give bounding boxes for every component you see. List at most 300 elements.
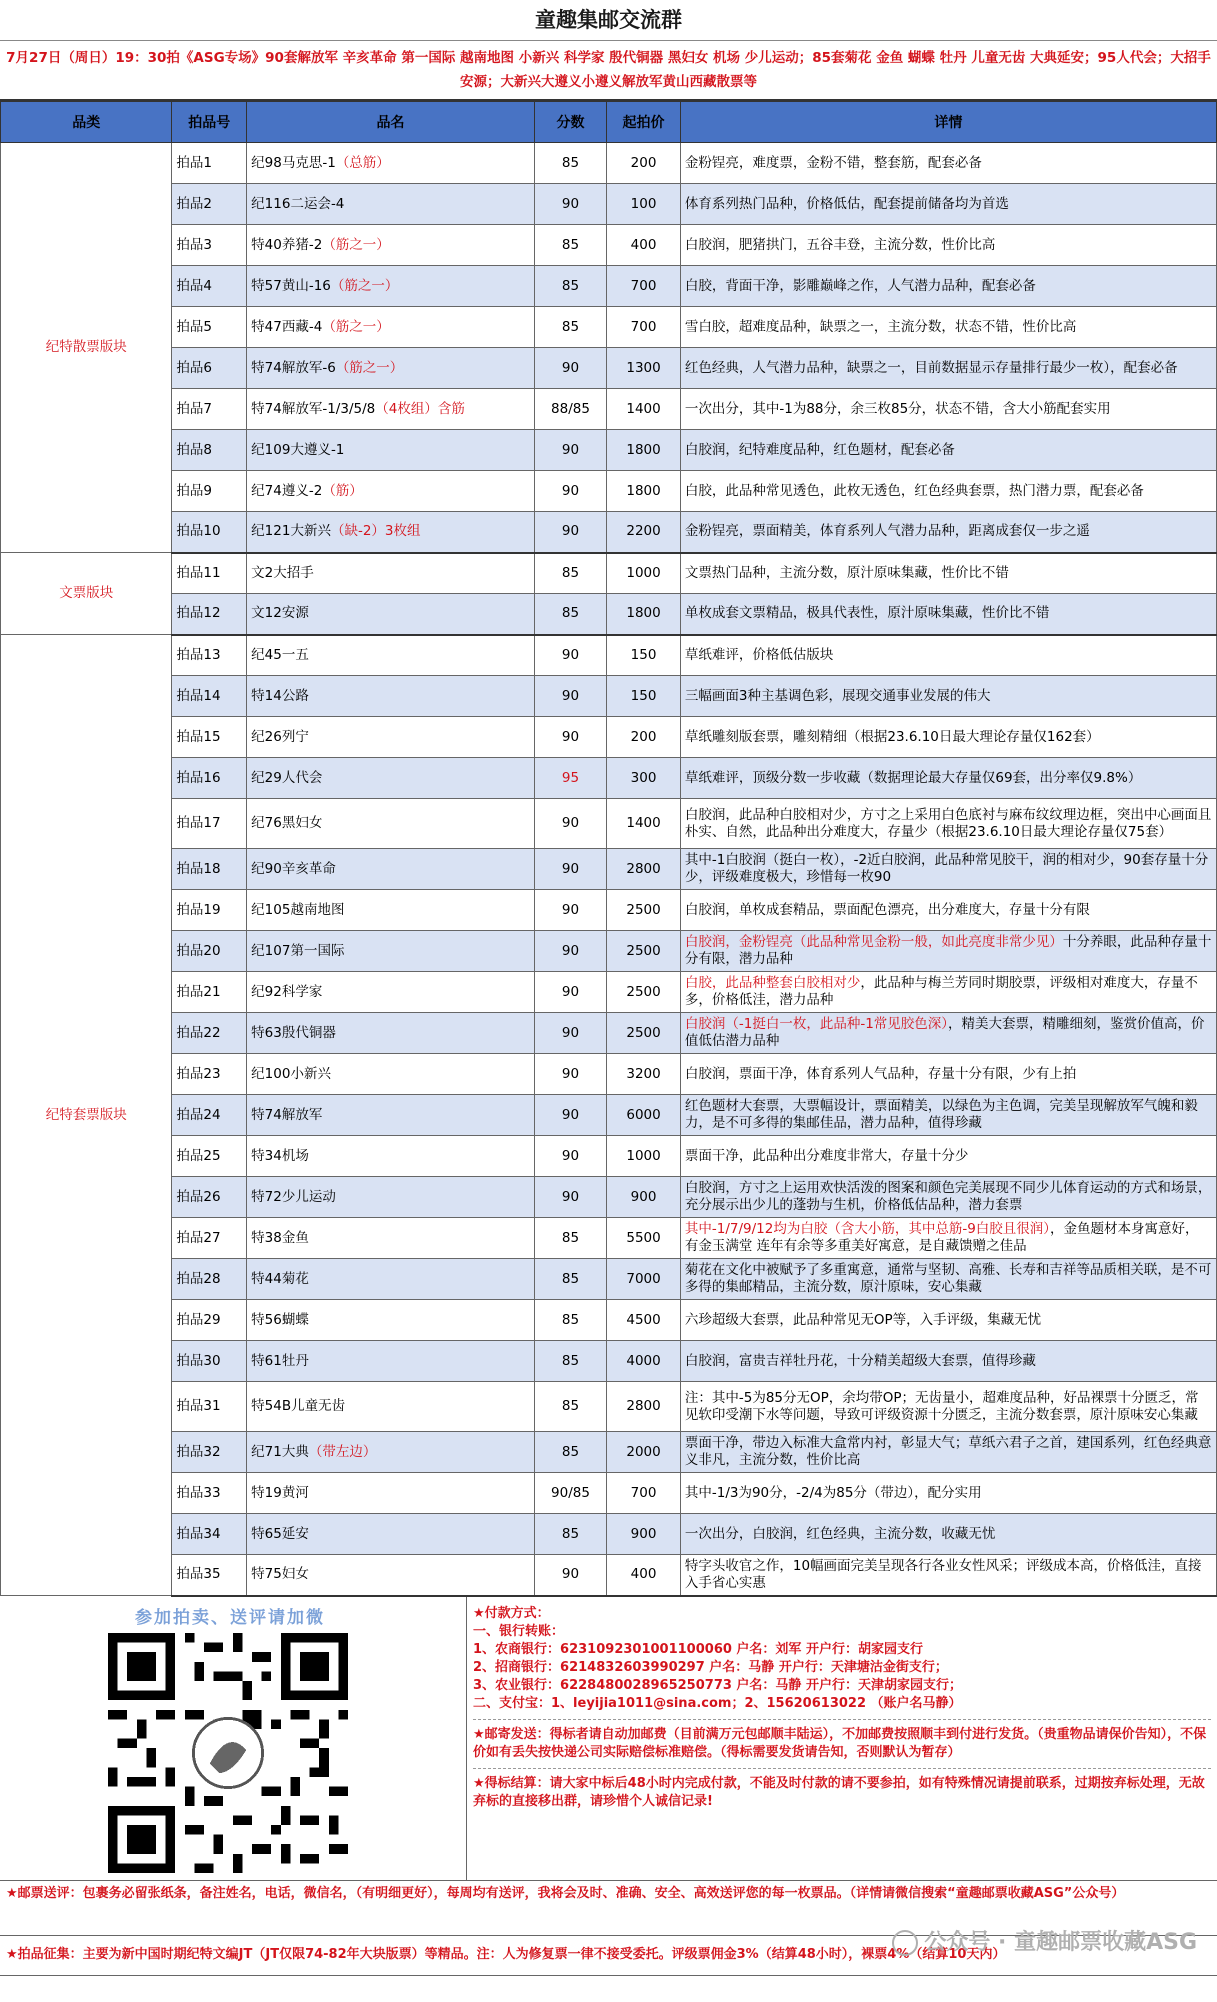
starting-price: 900 bbox=[607, 1514, 681, 1555]
stamp-name bbox=[247, 1054, 535, 1095]
wechat-qr-code[interactable] bbox=[108, 1633, 348, 1873]
header-detail: 详情 bbox=[680, 102, 1216, 143]
lot-number: 拍品8 bbox=[172, 430, 247, 471]
detail-text: 草纸雕刻版套票，雕刻精细（根据23.6.10日最大理论存量仅162套） bbox=[684, 728, 1100, 745]
header-name: 品名 bbox=[247, 102, 535, 143]
starting-price: 2800 bbox=[607, 1382, 681, 1432]
detail-highlight: 其中-1/7/9/12均为白胶（含大小筋，其中总筋-9白胶且很润） bbox=[684, 1221, 1051, 1237]
stamp-name-text: 特47西藏-4 bbox=[251, 318, 323, 335]
detail-text: 白胶润，方寸之上运用欢快活泼的图案和颜色完美展现不同少儿体育运动的方式和场景，充分展示出少儿的蓬勃与生机，价格低估品种，潜力套票 bbox=[684, 1180, 1212, 1213]
detail-text: 雪白胶，超难度品种，缺票之一，主流分数，状态不错，性价比高 bbox=[684, 318, 1077, 335]
stamp-name bbox=[247, 1095, 535, 1136]
stamp-name-text: 文2大招手 bbox=[251, 564, 314, 581]
lot-number: 拍品12 bbox=[172, 594, 247, 635]
stamp-name bbox=[247, 717, 535, 758]
grade-score: 90 bbox=[534, 1013, 606, 1054]
detail-text: 菊花在文化中被赋予了多重寓意，通常与坚韧、高雅、长寿和吉祥等品质相关联，是不可多得的集邮精品，主流分数，原汁原味，安心集藏 bbox=[684, 1262, 1212, 1295]
bank-account-2: 2、招商银行：6214832603990297 户名：马静 开户行：天津塘沽金街支行； bbox=[473, 1659, 948, 1675]
grade-score: 90 bbox=[534, 717, 606, 758]
lot-number: 拍品27 bbox=[172, 1218, 247, 1259]
item-detail bbox=[680, 1300, 1216, 1341]
stamp-name-text: 纪92科学家 bbox=[251, 983, 323, 1000]
table-row bbox=[1, 389, 1217, 430]
item-detail bbox=[680, 594, 1216, 635]
lot-number: 拍品2 bbox=[172, 184, 247, 225]
stamp-name bbox=[247, 931, 535, 972]
starting-price: 6000 bbox=[607, 1095, 681, 1136]
stamp-name-text: 纪100小新兴 bbox=[251, 1065, 331, 1082]
table-row bbox=[1, 1218, 1217, 1259]
item-detail bbox=[680, 635, 1216, 676]
stamp-name-text: 文12安源 bbox=[251, 605, 309, 622]
lot-number: 拍品29 bbox=[172, 1300, 247, 1341]
stamp-name-note: （缺-2）3枚组 bbox=[330, 523, 421, 540]
lot-number: 拍品32 bbox=[172, 1432, 247, 1473]
table-row bbox=[1, 1382, 1217, 1432]
stamp-name-text: 纪105越南地图 bbox=[251, 901, 345, 918]
table-row bbox=[1, 1095, 1217, 1136]
table-row bbox=[1, 972, 1217, 1013]
table-row bbox=[1, 849, 1217, 890]
stamp-name bbox=[247, 1555, 535, 1596]
shipping-info: ★邮寄发送：得标者请自动加邮费（目前满万元包邮顺丰陆运），不加邮费按照顺丰到付进行发货。（贵重物品请保价告知），不保价如有丢失按快递公司实际赔偿标准赔偿。（得标需要发货请告知，否则默认为暂存） bbox=[473, 1726, 1207, 1760]
lot-number: 拍品3 bbox=[172, 225, 247, 266]
grade-score: 85 bbox=[534, 266, 606, 307]
lot-number: 拍品18 bbox=[172, 849, 247, 890]
category-cell: 纪特散票版块 bbox=[1, 143, 172, 553]
stamp-name-text: 特19黄河 bbox=[251, 1484, 309, 1501]
detail-highlight: 白胶润，金粉锃亮（此品种常见金粉一般，如此亮度非常少见） bbox=[684, 934, 1063, 950]
table-header-row bbox=[1, 102, 1217, 143]
lot-number: 拍品20 bbox=[172, 931, 247, 972]
starting-price: 1400 bbox=[607, 799, 681, 849]
stamp-name-note: （4枚组）含筋 bbox=[375, 400, 465, 417]
starting-price: 900 bbox=[607, 1177, 681, 1218]
detail-text: 其中-1/3为90分，-2/4为85分（带边），配分实用 bbox=[684, 1484, 982, 1501]
table-row bbox=[1, 1259, 1217, 1300]
header-price: 起拍价 bbox=[607, 102, 681, 143]
item-detail bbox=[680, 1177, 1216, 1218]
stamp-name bbox=[247, 143, 535, 184]
starting-price: 1000 bbox=[607, 553, 681, 594]
lot-number: 拍品26 bbox=[172, 1177, 247, 1218]
grade-score: 88/85 bbox=[534, 389, 606, 430]
lot-number: 拍品24 bbox=[172, 1095, 247, 1136]
stamp-name bbox=[247, 1259, 535, 1300]
item-detail bbox=[680, 389, 1216, 430]
detail-text: 金粉锃亮，票面精美，体育系列人气潜力品种，距离成套仅一步之遥 bbox=[684, 523, 1090, 540]
stamp-name-text: 特44菊花 bbox=[251, 1270, 309, 1287]
detail-text: 一次出分，其中-1为88分，余三枚85分，状态不错，含大小筋配套实用 bbox=[684, 400, 1111, 417]
lot-number: 拍品35 bbox=[172, 1555, 247, 1596]
grade-score: 90 bbox=[534, 890, 606, 931]
detail-text: 白胶润，纪特难度品种，红色题材，配套必备 bbox=[684, 441, 955, 458]
stamp-name bbox=[247, 594, 535, 635]
starting-price: 150 bbox=[607, 635, 681, 676]
lot-number: 拍品33 bbox=[172, 1473, 247, 1514]
qr-caption: 参加拍卖、送评请加微 bbox=[135, 1607, 325, 1628]
stamp-name bbox=[247, 184, 535, 225]
category-cell: 纪特套票版块 bbox=[1, 635, 172, 1596]
grade-score: 90 bbox=[534, 348, 606, 389]
stamp-name-text: 纪76黑妇女 bbox=[251, 815, 323, 831]
item-detail bbox=[680, 430, 1216, 471]
table-row bbox=[1, 348, 1217, 389]
item-detail bbox=[680, 1514, 1216, 1555]
stamp-name bbox=[247, 1341, 535, 1382]
item-detail bbox=[680, 1095, 1216, 1136]
lot-number: 拍品21 bbox=[172, 972, 247, 1013]
lot-number: 拍品31 bbox=[172, 1382, 247, 1432]
table-row bbox=[1, 1555, 1217, 1596]
table-row bbox=[1, 1514, 1217, 1555]
detail-text: 金粉锃亮，难度票，金粉不错，整套筋，配套必备 bbox=[684, 154, 982, 171]
grade-score: 90 bbox=[534, 1177, 606, 1218]
detail-text: 六珍超级大套票，此品种常见无OP等，入手评级，集藏无忧 bbox=[684, 1311, 1042, 1328]
stamp-name-text: 纪116二运会-4 bbox=[251, 195, 345, 212]
bank-account-3: 3、农业银行：6228480028965250773 户名：马静 开户行：天津胡家园支行； bbox=[473, 1677, 962, 1693]
detail-text: 特字头收官之作，10幅画面完美呈现各行各业女性风采；评级成本高，价格低洼，直接入手省心实惠 bbox=[684, 1557, 1202, 1591]
table-row bbox=[1, 1473, 1217, 1514]
item-detail bbox=[680, 1432, 1216, 1473]
grade-score: 90 bbox=[534, 1136, 606, 1177]
grade-score: 85 bbox=[534, 1341, 606, 1382]
table-row bbox=[1, 143, 1217, 184]
stamp-name-text: 纪98马克思-1 bbox=[251, 154, 336, 171]
grade-score: 85 bbox=[534, 1218, 606, 1259]
stamp-name bbox=[247, 972, 535, 1013]
stamp-name bbox=[247, 849, 535, 890]
lot-number: 拍品13 bbox=[172, 635, 247, 676]
stamp-name-text: 特72少儿运动 bbox=[251, 1188, 336, 1205]
grade-score: 90 bbox=[534, 184, 606, 225]
stamp-name-text: 纪26列宁 bbox=[251, 728, 309, 745]
stamp-name-text: 特63殷代铜器 bbox=[251, 1024, 336, 1041]
table-row bbox=[1, 594, 1217, 635]
grade-score: 90 bbox=[534, 972, 606, 1013]
item-detail bbox=[680, 1341, 1216, 1382]
stamp-name bbox=[247, 348, 535, 389]
stamp-name-text: 特65延安 bbox=[251, 1525, 309, 1542]
starting-price: 2000 bbox=[607, 1432, 681, 1473]
stamp-name-note: （筋之一） bbox=[322, 318, 390, 335]
stamp-name-text: 特74解放军 bbox=[251, 1106, 323, 1123]
lot-number: 拍品19 bbox=[172, 890, 247, 931]
lot-number: 拍品1 bbox=[172, 143, 247, 184]
detail-text: 白胶润，单枚成套精品，票面配色漂亮，出分难度大，存量十分有限 bbox=[684, 901, 1090, 918]
grade-score: 85 bbox=[534, 307, 606, 348]
starting-price: 700 bbox=[607, 307, 681, 348]
grade-score: 85 bbox=[534, 553, 606, 594]
table-row bbox=[1, 1013, 1217, 1054]
stamp-name bbox=[247, 635, 535, 676]
alipay-info: 二、支付宝：1、leyijia1011@sina.com；2、15620613022 （账户名马静） bbox=[473, 1695, 962, 1711]
grade-score: 90 bbox=[534, 676, 606, 717]
starting-price: 2800 bbox=[607, 849, 681, 890]
starting-price: 2500 bbox=[607, 972, 681, 1013]
stamp-name bbox=[247, 1177, 535, 1218]
item-detail bbox=[680, 1013, 1216, 1054]
category-cell: 文票版块 bbox=[1, 553, 172, 635]
stamp-name-note: （带左边） bbox=[308, 1443, 377, 1460]
grade-score: 90 bbox=[534, 849, 606, 890]
lot-number: 拍品9 bbox=[172, 471, 247, 512]
table-row bbox=[1, 471, 1217, 512]
stamp-name-text: 纪121大新兴 bbox=[251, 523, 331, 540]
item-detail bbox=[680, 890, 1216, 931]
table-row bbox=[1, 266, 1217, 307]
footer-grading-notice: ★邮票送评：包裹务必留张纸条，备注姓名，电话，微信名，（有明细更好），每周均有送评，我将会及时、准确、安全、高效送评您的每一枚票品。（详情请微信搜索“童趣邮票收藏ASG”公众号） bbox=[0, 1881, 1217, 1936]
item-detail bbox=[680, 1382, 1216, 1432]
starting-price: 300 bbox=[607, 758, 681, 799]
stamp-name bbox=[247, 225, 535, 266]
stamp-name bbox=[247, 890, 535, 931]
table-row bbox=[1, 1300, 1217, 1341]
stamp-name-text: 特75妇女 bbox=[251, 1566, 309, 1583]
detail-text: 白胶，背面干净，影雕巅峰之作，人气潜力品种，配套必备 bbox=[684, 277, 1036, 294]
detail-text: 十分养眼，此品种存量十分有限，潜力品种 bbox=[684, 934, 1212, 967]
lot-number: 拍品10 bbox=[172, 512, 247, 553]
auction-subtitle: 7月27日（周日）19：30拍《ASG专场》90套解放军 辛亥革命 第一国际 越南地图 小新兴 科学家 殷代铜器 黑妇女 机场 少儿运动；85套菊花 金鱼 蝴蝶 牡丹 儿童无齿 大典延安；95人代会；大招手 安源；大新兴大遵义小遵义解放军黄山西藏散票等 bbox=[0, 41, 1217, 101]
detail-highlight: 白胶润（-1挺白一枚，此品种-1常见胶色深） bbox=[684, 1016, 949, 1032]
stamp-name-text: 纪71大典 bbox=[251, 1443, 309, 1460]
starting-price: 4000 bbox=[607, 1341, 681, 1382]
item-detail bbox=[680, 1136, 1216, 1177]
stamp-name-text: 纪74遵义-2 bbox=[251, 482, 323, 499]
table-row bbox=[1, 1432, 1217, 1473]
starting-price: 1300 bbox=[607, 348, 681, 389]
stamp-name-text: 特38金鱼 bbox=[251, 1229, 309, 1246]
grade-score: 95 bbox=[534, 758, 606, 799]
lot-number: 拍品11 bbox=[172, 553, 247, 594]
auction-table bbox=[0, 101, 1217, 1597]
item-detail bbox=[680, 266, 1216, 307]
table-row bbox=[1, 635, 1217, 676]
detail-text: 红色经典，人气潜力品种，缺票之一，目前数据显示存量排行最少一枚），配套必备 bbox=[684, 359, 1178, 376]
payment-section bbox=[0, 1597, 1217, 1881]
detail-text: 体育系列热门品种，价格低估，配套提前储备均为首选 bbox=[684, 195, 1009, 212]
starting-price: 100 bbox=[607, 184, 681, 225]
lot-number: 拍品17 bbox=[172, 799, 247, 849]
stamp-name bbox=[247, 512, 535, 553]
stamp-name-text: 特54B儿童无齿 bbox=[251, 1398, 346, 1414]
grade-score: 85 bbox=[534, 1382, 606, 1432]
stamp-name-text: 纪90辛亥革命 bbox=[251, 860, 336, 877]
detail-text: 白胶润，票面干净，体育系列人气品种，存量十分有限，少有上拍 bbox=[684, 1065, 1077, 1082]
detail-text: 红色题材大套票，大票幅设计，票面精美，以绿色为主色调，完美呈现解放军气魄和毅力，是不可多得的集邮佳品，潜力品种，值得珍藏 bbox=[684, 1098, 1198, 1131]
grade-score: 90 bbox=[534, 430, 606, 471]
item-detail bbox=[680, 931, 1216, 972]
qr-area bbox=[0, 1597, 467, 1880]
table-row bbox=[1, 890, 1217, 931]
detail-text: 单枚成套文票精品，极具代表性，原汁原味集藏，性价比不错 bbox=[684, 605, 1050, 622]
stamp-name-note: （筋之一） bbox=[330, 277, 399, 294]
starting-price: 2500 bbox=[607, 1013, 681, 1054]
grade-score: 90 bbox=[534, 512, 606, 553]
detail-text: 白胶润，此品种白胶相对少，方寸之上采用白色底衬与麻布纹纹理边框，突出中心画面且朴实、自然，此品种出分难度大，存量少（根据23.6.10日最大理论存量仅75套） bbox=[684, 806, 1212, 840]
stamp-name bbox=[247, 1473, 535, 1514]
detail-text: 文票热门品种，主流分数，原汁原味集藏，性价比不错 bbox=[684, 564, 1009, 581]
starting-price: 2500 bbox=[607, 890, 681, 931]
stamp-name bbox=[247, 1136, 535, 1177]
detail-text: 一次出分，白胶润，红色经典，主流分数，收藏无忧 bbox=[684, 1525, 996, 1542]
stamp-name-text: 特34机场 bbox=[251, 1147, 309, 1164]
detail-text: ，金鱼题材本身寓意好，有金玉满堂 连年有余等多重美好寓意，是自藏馈赠之佳品 bbox=[684, 1221, 1199, 1254]
stamp-name bbox=[247, 1300, 535, 1341]
stamp-name bbox=[247, 758, 535, 799]
grade-score: 85 bbox=[534, 1259, 606, 1300]
starting-price: 150 bbox=[607, 676, 681, 717]
stamp-name bbox=[247, 1013, 535, 1054]
grade-score: 90/85 bbox=[534, 1473, 606, 1514]
lot-number: 拍品23 bbox=[172, 1054, 247, 1095]
table-row bbox=[1, 225, 1217, 266]
grade-score: 85 bbox=[534, 1432, 606, 1473]
item-detail bbox=[680, 972, 1216, 1013]
stamp-name-text: 纪45一五 bbox=[251, 646, 309, 663]
grade-score: 90 bbox=[534, 1054, 606, 1095]
header-category: 品类 bbox=[1, 102, 172, 143]
payment-info bbox=[467, 1597, 1217, 1880]
detail-text: ，此品种与梅兰芳同时期胶票，评级相对难度大，存量不多，价格低洼，潜力品种 bbox=[684, 975, 1198, 1008]
item-detail bbox=[680, 1259, 1216, 1300]
table-row bbox=[1, 430, 1217, 471]
stamp-name bbox=[247, 1382, 535, 1432]
detail-text: 票面干净，带边入标准大盒常内衬，彰显大气；草纸六君子之首，建国系列，红色经典意义非凡，主流分数，性价比高 bbox=[684, 1435, 1212, 1468]
table-row bbox=[1, 676, 1217, 717]
detail-text: 白胶润，富贵吉祥牡丹花，十分精美超级大套票，值得珍藏 bbox=[684, 1352, 1036, 1369]
grade-score: 85 bbox=[534, 143, 606, 184]
detail-text: 草纸难评，价格低估版块 bbox=[684, 646, 834, 663]
stamp-name-text: 特56蝴蝶 bbox=[251, 1311, 309, 1328]
stamp-name bbox=[247, 1432, 535, 1473]
lot-number: 拍品14 bbox=[172, 676, 247, 717]
grade-score: 90 bbox=[534, 1555, 606, 1596]
stamp-name-text: 特57黄山-16 bbox=[251, 277, 331, 294]
item-detail bbox=[680, 1555, 1216, 1596]
bank-heading: 一、银行转账： bbox=[473, 1623, 565, 1639]
starting-price: 1400 bbox=[607, 389, 681, 430]
table-row bbox=[1, 184, 1217, 225]
stamp-name-text: 特61牡丹 bbox=[251, 1352, 309, 1369]
header-score: 分数 bbox=[534, 102, 606, 143]
item-detail bbox=[680, 512, 1216, 553]
starting-price: 2200 bbox=[607, 512, 681, 553]
lot-number: 拍品28 bbox=[172, 1259, 247, 1300]
item-detail bbox=[680, 758, 1216, 799]
stamp-name bbox=[247, 471, 535, 512]
item-detail bbox=[680, 717, 1216, 758]
lot-number: 拍品30 bbox=[172, 1341, 247, 1382]
lot-number: 拍品7 bbox=[172, 389, 247, 430]
lot-number: 拍品25 bbox=[172, 1136, 247, 1177]
lot-number: 拍品22 bbox=[172, 1013, 247, 1054]
starting-price: 700 bbox=[607, 1473, 681, 1514]
stamp-name bbox=[247, 1514, 535, 1555]
item-detail bbox=[680, 676, 1216, 717]
item-detail bbox=[680, 1218, 1216, 1259]
detail-text: 票面干净，此品种出分难度非常大，存量十分少 bbox=[684, 1147, 969, 1164]
item-detail bbox=[680, 553, 1216, 594]
detail-text: 其中-1白胶润（挺白一枚），-2近白胶润，此品种常见胶干，润的相对少，90套存量十分少，评级难度极大，珍惜每一枚90 bbox=[684, 852, 1209, 885]
stamp-name bbox=[247, 1218, 535, 1259]
detail-text: 白胶，此品种常见透色，此枚无透色，红色经典套票，热门潜力票，配套必备 bbox=[684, 482, 1144, 499]
stamp-name-note: （筋之一） bbox=[322, 236, 390, 253]
wechat-official-icon bbox=[892, 1930, 918, 1956]
table-row bbox=[1, 717, 1217, 758]
starting-price: 1800 bbox=[607, 594, 681, 635]
stamp-name bbox=[247, 676, 535, 717]
grade-score: 85 bbox=[534, 1300, 606, 1341]
footer-consign-notice: ★拍品征集：主要为新中国时期纪特文编JT（JT仅限74-82年大块版票）等精品。注：人为修复票一律不接受委托。评级票佣金3%（结算48小时），裸票4%（结算10天内） bbox=[0, 1936, 1217, 1976]
table-row bbox=[1, 931, 1217, 972]
starting-price: 400 bbox=[607, 1555, 681, 1596]
item-detail bbox=[680, 348, 1216, 389]
starting-price: 1000 bbox=[607, 1136, 681, 1177]
starting-price: 200 bbox=[607, 143, 681, 184]
stamp-name-text: 纪107第一国际 bbox=[251, 942, 345, 959]
table-row bbox=[1, 1054, 1217, 1095]
item-detail bbox=[680, 799, 1216, 849]
starting-price: 200 bbox=[607, 717, 681, 758]
grade-score: 90 bbox=[534, 635, 606, 676]
starting-price: 700 bbox=[607, 266, 681, 307]
starting-price: 4500 bbox=[607, 1300, 681, 1341]
table-row bbox=[1, 553, 1217, 594]
starting-price: 5500 bbox=[607, 1218, 681, 1259]
watermark bbox=[892, 1925, 1197, 1956]
starting-price: 1800 bbox=[607, 471, 681, 512]
stamp-name bbox=[247, 553, 535, 594]
grade-score: 90 bbox=[534, 471, 606, 512]
watermark-text: 公众号 · 童趣邮票收藏ASG bbox=[924, 1930, 1197, 1955]
bank-account-1: 1、农商银行：6231092301001100060 户名：刘军 开户行：胡家园支行 bbox=[473, 1641, 923, 1657]
starting-price: 400 bbox=[607, 225, 681, 266]
table-row bbox=[1, 1177, 1217, 1218]
stamp-name-text: 特74解放军-1/3/5/8 bbox=[251, 400, 376, 417]
starting-price: 1800 bbox=[607, 430, 681, 471]
detail-text: ，精美大套票，精雕细刻，鉴赏价值高，价值低估潜力品种 bbox=[684, 1016, 1205, 1049]
lot-number: 拍品4 bbox=[172, 266, 247, 307]
detail-text: 三幅画面3种主基调色彩，展现交通事业发展的伟大 bbox=[684, 687, 991, 704]
stamp-name-text: 纪109大遵义-1 bbox=[251, 441, 345, 458]
item-detail bbox=[680, 849, 1216, 890]
grade-score: 85 bbox=[534, 1514, 606, 1555]
settlement-info: ★得标结算：请大家中标后48小时内完成付款，不能及时付款的请不要参拍，如有特殊情况请提前联系，过期按弃标处理，无故弃标的直接移出群，请珍惜个人诚信记录! bbox=[473, 1775, 1205, 1809]
stamp-name-note: （总筋） bbox=[335, 154, 390, 171]
item-detail bbox=[680, 143, 1216, 184]
table-row bbox=[1, 1136, 1217, 1177]
lot-number: 拍品15 bbox=[172, 717, 247, 758]
lot-number: 拍品5 bbox=[172, 307, 247, 348]
detail-highlight: 白胶，此品种整套白胶相对少 bbox=[684, 975, 861, 991]
grade-score: 90 bbox=[534, 1095, 606, 1136]
stamp-name bbox=[247, 430, 535, 471]
item-detail bbox=[680, 471, 1216, 512]
table-row bbox=[1, 512, 1217, 553]
stamp-name bbox=[247, 389, 535, 430]
grade-score: 85 bbox=[534, 225, 606, 266]
stamp-name bbox=[247, 307, 535, 348]
table-row bbox=[1, 1341, 1217, 1382]
grade-score: 90 bbox=[534, 931, 606, 972]
stamp-name bbox=[247, 799, 535, 849]
lot-number: 拍品6 bbox=[172, 348, 247, 389]
lot-number: 拍品34 bbox=[172, 1514, 247, 1555]
detail-text: 白胶润，肥猪拱门，五谷丰登，主流分数，性价比高 bbox=[684, 236, 996, 253]
starting-price: 2500 bbox=[607, 931, 681, 972]
stamp-name-note: （筋之一） bbox=[335, 359, 404, 376]
